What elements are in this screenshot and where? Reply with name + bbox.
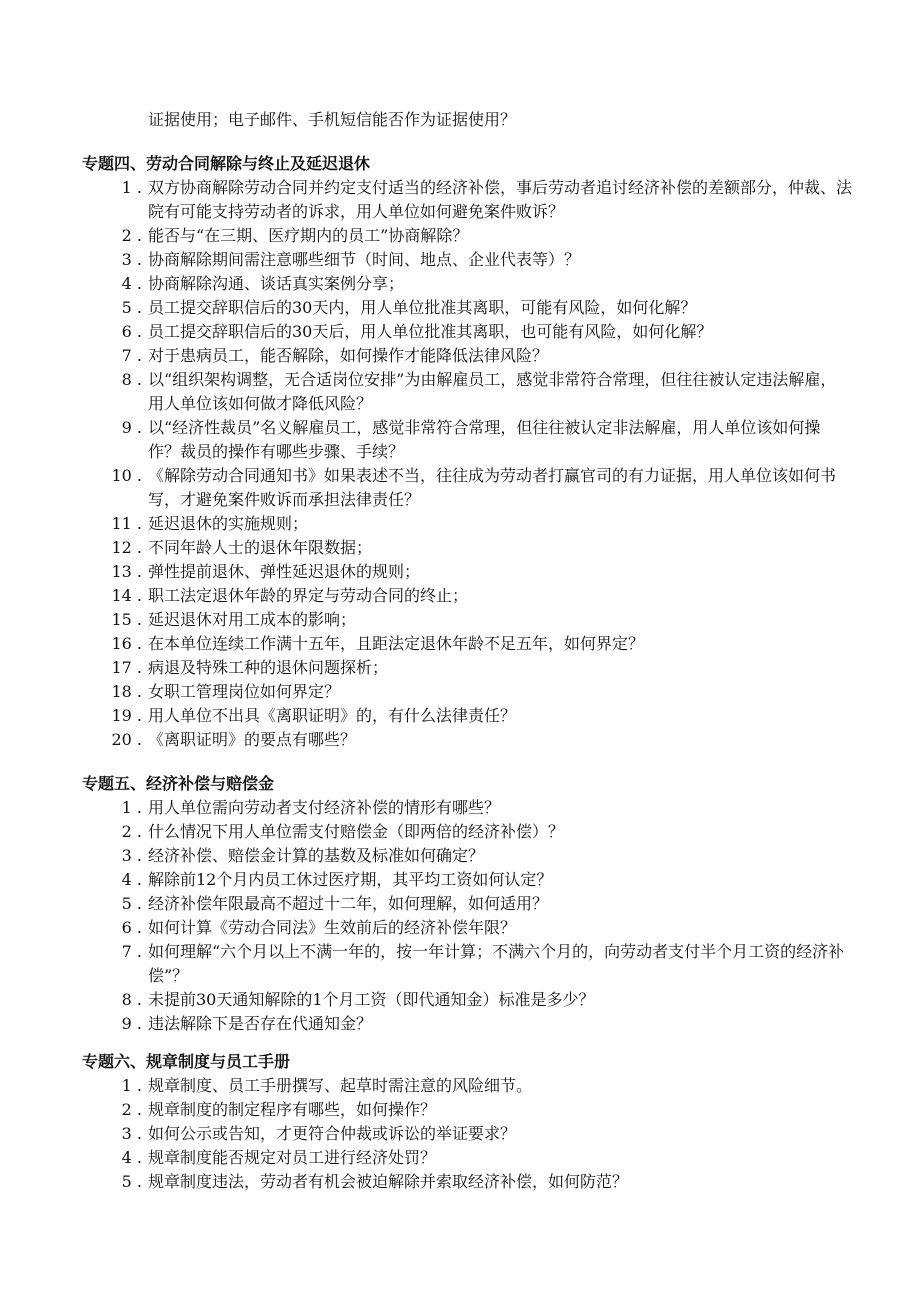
item-text: 规章制度能否规定对员工进行经济处罚？ [148,1148,437,1167]
list-item [82,1012,852,1036]
item-text: 违法解除下是否存在代通知金？ [148,1014,373,1033]
list-item [82,584,852,608]
item-number: 5 . [121,298,142,317]
list-item [82,464,852,512]
item-number: 2 . [121,226,142,245]
item-number: 11 . [111,514,142,533]
item-text: 弹性提前退休、弹性延迟退休的规则； [148,562,421,581]
list-item [82,296,852,320]
section-title: 专题六、规章制度与员工手册 [82,1052,291,1071]
list-item [82,320,852,344]
item-number: 6 . [121,918,142,937]
item-number: 7 . [121,346,142,365]
list-item [82,632,852,656]
item-text: 员工提交辞职信后的30天后，用人单位批准其离职，也可能有风险，如何化解？ [148,322,713,341]
list-item [82,728,852,752]
list-item [82,1146,852,1170]
section-item-list [82,176,852,752]
item-text: 《解除劳动合同通知书》如果表述不当，往往成为劳动者打赢官司的有力证据，用人单位该如何书写，才避免案件败诉而承担法律责任？ [148,466,837,509]
item-text: 协商解除沟通、谈话真实案例分享； [148,274,405,293]
item-number: 3 . [121,250,142,269]
item-number: 8 . [121,990,142,1009]
item-number: 20 . [111,730,142,749]
item-text: 规章制度违法，劳动者有机会被迫解除并索取经济补偿，如何防范？ [148,1172,629,1191]
list-item [82,224,852,248]
item-number: 12 . [111,538,142,557]
item-number: 1 . [121,178,142,197]
item-text: 病退及特殊工种的退休问题探析； [148,658,389,677]
list-item [82,844,852,868]
item-text: 能否与“在三期、医疗期内的员工”协商解除？ [148,226,469,245]
item-number: 3 . [121,846,142,865]
list-item [82,272,852,296]
item-text: 什么情况下用人单位需支付赔偿金（即两倍的经济补偿）？ [148,822,565,841]
list-item [82,1074,852,1098]
section-topic-6 [82,1050,852,1194]
item-number: 10 . [111,466,142,485]
list-item [82,820,852,844]
item-text: 延迟退休对用工成本的影响； [148,610,357,629]
item-number: 14 . [111,586,142,605]
item-text: 职工法定退休年龄的界定与劳动合同的终止； [148,586,469,605]
item-text: 员工提交辞职信后的30天内，用人单位批准其离职，可能有风险，如何化解？ [148,298,697,317]
item-text: 如何公示或告知，才更符合仲裁或诉讼的举证要求？ [148,1124,517,1143]
item-text: 如何理解“六个月以上不满一年的，按一年计算；不满六个月的，向劳动者支付半个月工资的经济补偿”？ [148,942,845,985]
list-item [82,796,852,820]
item-number: 1 . [121,1076,142,1095]
item-number: 9 . [121,1014,142,1033]
section-item-list [82,796,852,1036]
item-number: 13 . [111,562,142,581]
list-item [82,868,852,892]
item-text: 用人单位需向劳动者支付经济补偿的情形有哪些？ [148,798,501,817]
item-number: 8 . [121,370,142,389]
list-item [82,416,852,464]
section-topic-5 [82,772,852,1036]
list-item [82,1098,852,1122]
item-text: 双方协商解除劳动合同并约定支付适当的经济补偿，事后劳动者追讨经济补偿的差额部分，仲裁、法院有可能支持劳动者的诉求，用人单位如何避免案件败诉？ [148,178,853,221]
lead-text: 证据使用；电子邮件、手机短信能否作为证据使用？ [148,110,517,129]
section-topic-4 [82,152,852,752]
item-number: 15 . [111,610,142,629]
list-item [82,892,852,916]
list-item [82,608,852,632]
item-number: 16 . [111,634,142,653]
item-text: 《离职证明》的要点有哪些？ [148,730,357,749]
list-item [82,656,852,680]
item-number: 1 . [121,798,142,817]
item-text: 如何计算《劳动合同法》生效前后的经济补偿年限？ [148,918,517,937]
list-item [82,704,852,728]
item-text: 经济补偿年限最高不超过十二年，如何理解，如何适用？ [148,894,549,913]
item-text: 在本单位连续工作满十五年，且距法定退休年龄不足五年，如何界定？ [148,634,645,653]
item-number: 5 . [121,1172,142,1191]
list-item [82,344,852,368]
item-text: 经济补偿、赔偿金计算的基数及标准如何确定？ [148,846,485,865]
item-number: 17 . [111,658,142,677]
item-number: 3 . [121,1124,142,1143]
list-item [82,560,852,584]
list-item [82,248,852,272]
item-text: 对于患病员工，能否解除，如何操作才能降低法律风险？ [148,346,549,365]
section-title: 专题四、劳动合同解除与终止及延迟退休 [82,154,371,173]
item-number: 5 . [121,894,142,913]
list-item [82,1122,852,1146]
item-text: 规章制度的制定程序有哪些，如何操作？ [148,1100,437,1119]
list-item [82,988,852,1012]
list-item [82,680,852,704]
item-text: 延迟退休的实施规则； [148,514,309,533]
item-number: 2 . [121,1100,142,1119]
list-item [82,368,852,416]
list-item [82,1170,852,1194]
item-number: 4 . [121,870,142,889]
item-number: 4 . [121,1148,142,1167]
list-item [82,512,852,536]
list-item [82,916,852,940]
item-number: 9 . [121,418,142,437]
item-number: 18 . [111,682,142,701]
list-item [82,176,852,224]
item-text: 女职工管理岗位如何界定？ [148,682,341,701]
section-item-list [82,1074,852,1194]
item-text: 解除前12个月内员工休过医疗期，其平均工资如何认定？ [148,870,553,889]
item-number: 6 . [121,322,142,341]
item-number: 19 . [111,706,142,725]
item-number: 2 . [121,822,142,841]
item-text: 用人单位不出具《离职证明》的，有什么法律责任？ [148,706,517,725]
section-title: 专题五、经济补偿与赔偿金 [82,774,275,793]
item-number: 4 . [121,274,142,293]
list-item [82,536,852,560]
item-text: 以“经济性裁员”名义解雇员工，感觉非常符合常理，但往往被认定非法解雇，用人单位该如何操作？裁员的操作有哪些步骤、手续？ [148,418,821,461]
item-text: 以“组织架构调整，无合适岗位安排”为由解雇员工，感觉非常符合常理，但往往被认定违法解雇，用人单位该如何做才降低风险？ [148,370,837,413]
item-text: 未提前30天通知解除的1个月工资（即代通知金）标准是多少？ [148,990,595,1009]
item-text: 不同年龄人士的退休年限数据； [148,538,373,557]
list-item [82,940,852,988]
item-text: 协商解除期间需注意哪些细节（时间、地点、企业代表等）？ [148,250,581,269]
item-text: 规章制度、员工手册撰写、起草时需注意的风险细节。 [148,1076,533,1095]
item-number: 7 . [121,942,142,961]
